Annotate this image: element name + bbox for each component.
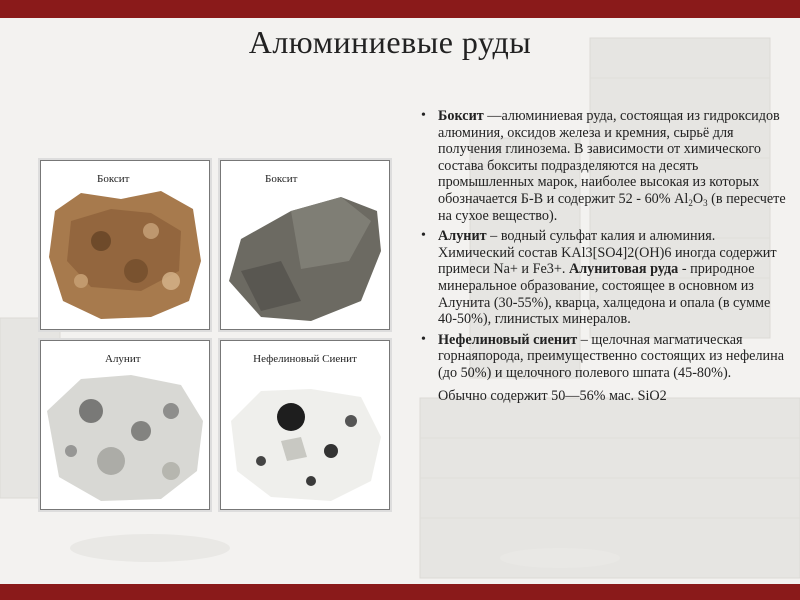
photo-caption: Боксит [97, 173, 130, 185]
alunite-tail: - природное минеральное образование, состоящее в основном из Алунита (30-55%), кварца, халцедона и опала (в сумме 40-50%), глинистых минералов. [438, 261, 771, 328]
bauxite-tail: (в пересчете на сухое вещество). [438, 190, 786, 224]
bullet-alunite [418, 228, 790, 328]
alunite-rock-image [41, 341, 209, 509]
sio2-note: Обычно содержит 50—56% мас. SiO2 [438, 387, 667, 404]
photo-caption: Алунит [105, 353, 141, 365]
alunite-description: – водный сульфат калия и алюминия. Химический состав KAl3[SO4]2(OH)6 иногда содержит примеси Na+ и Fe3+. [438, 228, 777, 278]
term-nepheline: Нефелиновый сиенит [438, 331, 578, 348]
description-text [418, 108, 790, 404]
slide-title: Алюминиевые руды [248, 24, 532, 60]
photo-caption: Нефелиновый Сиенит [253, 353, 357, 365]
photo-bauxite-1 [40, 160, 210, 330]
photo-alunite [40, 340, 210, 510]
top-accent-bar [0, 0, 800, 20]
photo-nepheline-syenite [220, 340, 390, 510]
photo-caption: Боксит [265, 173, 298, 185]
term-alunite-ore: Алунитовая руда [568, 261, 679, 278]
bullet-dot: • [421, 331, 426, 347]
subscript-3: 3 [703, 197, 708, 208]
bauxite-gray-rock-image [221, 161, 389, 329]
bullet-nepheline [418, 332, 790, 382]
bottom-accent-bar [0, 584, 800, 600]
photo-bauxite-2 [220, 160, 390, 330]
term-alunite: Алунит [438, 228, 487, 245]
bauxite-rock-image [41, 161, 209, 329]
nepheline-description: – щелочная магматическая горнаяпорода, преимущественно состоящих из нефелина (до 50%) и щелочного полевого шпата (45-80%). [438, 331, 785, 381]
bauxite-description: —алюминиевая руда, состоящая из гидроксидов алюминия, оксидов железа и кремния, сырьё для получения глинозема. В зависимости от химического состава бокситы подразделяются на десять промышленных марок, наиболее высокая из которых обозначается Б-В и содержит 52 - 60% Al [438, 108, 780, 207]
term-bauxite: Боксит [438, 108, 484, 124]
subscript-2: 2 [688, 197, 693, 208]
bullet-dot: • [421, 108, 426, 123]
bullet-bauxite [418, 108, 790, 224]
oxygen-symbol: O [692, 190, 704, 207]
bullet-dot: • [421, 228, 426, 244]
photo-grid [40, 160, 416, 512]
nepheline-syenite-rock-image [221, 341, 389, 509]
